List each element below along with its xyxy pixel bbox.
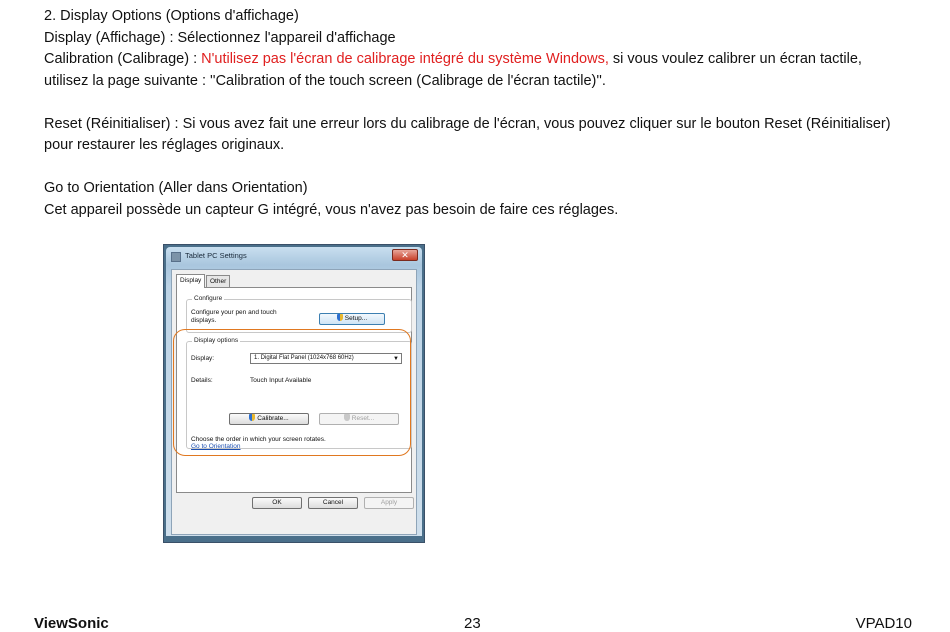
reset-description: Reset (Réinitialiser) : Si vous avez fait une erreur lors du calibrage de l'écran, vous pouvez cliquer sur le bouton Reset (Réinitialiser)	[44, 115, 891, 132]
reset-button[interactable]: Reset...	[319, 413, 399, 425]
orientation-text: Choose the order in which your screen rotates.	[191, 436, 326, 443]
display-select[interactable]: 1. Digital Flat Panel (1024x768 60Hz) ▼	[250, 353, 402, 364]
calibration-description	[44, 49, 934, 71]
display-options-title: Display options	[194, 337, 239, 344]
footer-brand: ViewSonic	[34, 615, 109, 632]
taskbar-strip	[164, 536, 424, 542]
section-heading: 2. Display Options (Options d'affichage)	[44, 8, 299, 24]
tablet-app-icon	[171, 252, 181, 262]
page-number: 23	[464, 615, 481, 632]
highlight-outline	[173, 329, 411, 456]
calibrate-button[interactable]: Calibrate...	[229, 413, 309, 425]
close-button[interactable]: ✕	[392, 249, 418, 261]
configure-group	[186, 295, 412, 333]
dialog-titlebar	[166, 247, 422, 267]
tab-other[interactable]: Other	[206, 275, 230, 287]
tablet-settings-screenshot	[163, 244, 425, 543]
reset-description-2: pour restaurer les réglages originaux.	[44, 137, 285, 153]
configure-text-2: displays.	[191, 317, 217, 324]
manual-text	[44, 6, 934, 221]
apply-button[interactable]: Apply	[364, 497, 414, 509]
dropdown-arrow-icon: ▼	[393, 356, 399, 362]
go-to-orientation-link[interactable]: Go to Orientation	[191, 443, 241, 450]
configure-group-title: Configure	[194, 295, 223, 302]
footer-model: VPAD10	[855, 615, 912, 632]
shield-icon	[337, 314, 343, 321]
ok-button[interactable]: OK	[252, 497, 302, 509]
cancel-button[interactable]: Cancel	[308, 497, 358, 509]
display-label: Display:	[191, 355, 215, 362]
orientation-description: Cet appareil possède un capteur G intégré, vous n'avez pas besoin de faire ces réglages.	[44, 201, 619, 218]
calibration-suffix: si vous voulez calibrer un écran tactile,	[608, 51, 862, 67]
orientation-heading: Go to Orientation (Aller dans Orientation)	[44, 180, 308, 196]
details-value: Touch Input Available	[250, 377, 312, 384]
details-label: Details:	[191, 377, 213, 384]
configure-text: Configure your pen and touch	[191, 309, 277, 316]
calibration-prefix: Calibration (Calibrage) :	[44, 51, 202, 67]
setup-button[interactable]: Setup...	[319, 313, 385, 325]
display-description: Display (Affichage) : Sélectionnez l'appareil d'affichage	[44, 29, 396, 46]
calibration-warning: N'utilisez pas l'écran de calibrage intégré du système Windows,	[201, 51, 609, 67]
tab-display[interactable]: Display	[176, 274, 205, 288]
calibration-description-2: utilisez la page suivante : ''Calibration of the touch screen (Calibrage de l'écran tactile)''.	[44, 72, 606, 89]
dialog-title: Tablet PC Settings	[185, 251, 247, 260]
